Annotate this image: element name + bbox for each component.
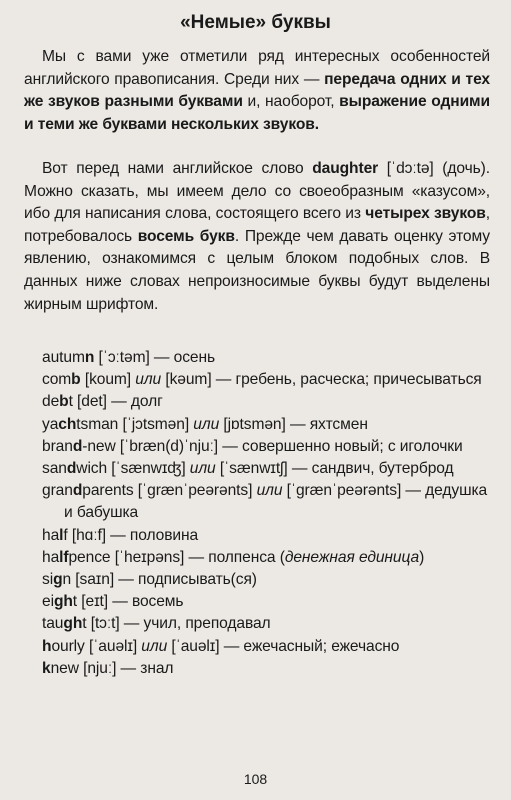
text-run: Вот перед нами английское слово <box>42 160 313 177</box>
word-entry <box>42 525 492 547</box>
text-run: [kəum] — гребень, расческа; причесываться <box>161 371 482 389</box>
text-run: [ˈdɔːtə] (дочь). Можно сказать, мы имеем дело со своеобразным «казусом», ибо для написания слова, состоящего всего из <box>24 160 490 223</box>
word-entry <box>42 547 492 569</box>
text-run: Мы с вами уже отметили ряд интересных особенностей английского правописания. Среди них — <box>24 48 490 88</box>
word-entry <box>42 480 492 524</box>
text-run: gran <box>42 482 73 500</box>
italic-text: денежная единица <box>284 548 420 566</box>
bold-text: daughter <box>312 160 379 177</box>
italic-text: или <box>193 415 220 433</box>
text-run: [ˈɔːtəm] — осень <box>94 349 216 366</box>
word-entry <box>42 591 492 613</box>
text-run: ei <box>42 593 54 611</box>
section-title: «Немые» буквы <box>180 12 331 33</box>
bold-text: l <box>59 526 64 544</box>
bold-text: gh <box>53 593 73 611</box>
text-run: [koum] <box>80 371 136 389</box>
bold-text: d <box>72 482 83 500</box>
intro-paragraph <box>24 46 490 136</box>
bold-text: передача одних и тех же звуков разными буквами <box>24 70 491 111</box>
text-run: pence [ˈheɪpəns] — полпенса ( <box>68 548 285 566</box>
text-run: wich [ˈsænwɪʤ] <box>76 460 190 478</box>
word-entry <box>42 347 492 369</box>
text-run: ourly [ˈauəlɪ] <box>51 637 142 655</box>
text-run: [ˈsænwɪtʃ] — сандвич, бутерброд <box>215 460 454 478</box>
word-entry <box>42 658 492 680</box>
text-run: [jɒtsmən] — яхтсмен <box>219 415 368 433</box>
page-number: 108 <box>243 771 268 787</box>
text-run: san <box>42 460 67 478</box>
bold-text: d <box>72 437 83 455</box>
bold-text: d <box>66 460 77 478</box>
text-run: new [njuː] — знал <box>50 659 174 677</box>
text-run: si <box>42 571 54 589</box>
silent-letters-word-list <box>42 347 492 680</box>
text-run: ha <box>42 548 60 566</box>
bold-text: выражение одними и теми же буквами нескольких звуков. <box>24 93 490 133</box>
text-run: bran <box>42 437 73 455</box>
text-run: tau <box>42 615 64 633</box>
text-run: ha <box>42 526 60 544</box>
word-entry <box>42 436 492 458</box>
bold-text: g <box>53 571 63 589</box>
italic-text: или <box>256 482 283 500</box>
word-entry <box>42 414 492 436</box>
italic-text: или <box>135 371 162 389</box>
word-entry <box>42 613 492 635</box>
text-run: f [hɑːf] — половина <box>63 526 199 544</box>
text-run: com <box>42 371 72 389</box>
word-entry <box>42 569 492 591</box>
bold-text: n <box>84 349 95 366</box>
text-run: [ˈgrænˈpeərənts] — дедушка и бабушка <box>64 482 488 522</box>
text-run: de <box>42 393 60 411</box>
text-run: t [det] — долг <box>68 393 163 411</box>
bold-text: восемь букв <box>137 227 235 245</box>
bold-text: gh <box>63 615 83 633</box>
bold-text: ch <box>58 415 77 433</box>
italic-text: или <box>141 637 168 655</box>
text-run: parents [ˈgrænˈpeərənts] <box>82 482 257 500</box>
text-run: t [tɔːt] — учил, преподавал <box>82 615 271 633</box>
text-run: autum <box>42 349 85 366</box>
text-run: -new [ˈbræn(d)ˈnjuː] — совершенно новый; с иголочки <box>82 437 463 455</box>
text-run: . Прежде чем давать оценку этому явлению, ознакомимся с целым блоком подобных слов. В данных ниже словах непроизносимые буквы будут выделены жирным шрифтом. <box>24 227 491 313</box>
word-entry <box>42 458 492 480</box>
text-run: ya <box>42 415 59 433</box>
bold-text: четырех звуков <box>365 205 486 223</box>
daughter-paragraph <box>24 158 490 316</box>
bold-text: b <box>59 393 69 411</box>
text-run: t [eɪt] — восемь <box>72 593 184 611</box>
word-entry <box>42 369 492 391</box>
bold-text: lf <box>59 548 69 566</box>
word-entry <box>42 391 492 413</box>
bold-text: h <box>42 637 52 655</box>
text-run: n [saɪn] — подписывать(ся) <box>62 571 257 589</box>
italic-text: или <box>189 460 216 478</box>
text-run: ) <box>419 548 425 566</box>
text-run: tsman [ˈjɔtsmən] <box>76 415 194 433</box>
word-entry <box>42 636 492 658</box>
bold-text: k <box>42 659 51 677</box>
text-run: , потребовалось <box>24 205 490 245</box>
text-run: [ˈauəlɪ] — ежечасный; ежечасно <box>167 637 400 655</box>
bold-text: b <box>71 371 81 389</box>
text-run: и, наоборот, <box>242 93 340 111</box>
